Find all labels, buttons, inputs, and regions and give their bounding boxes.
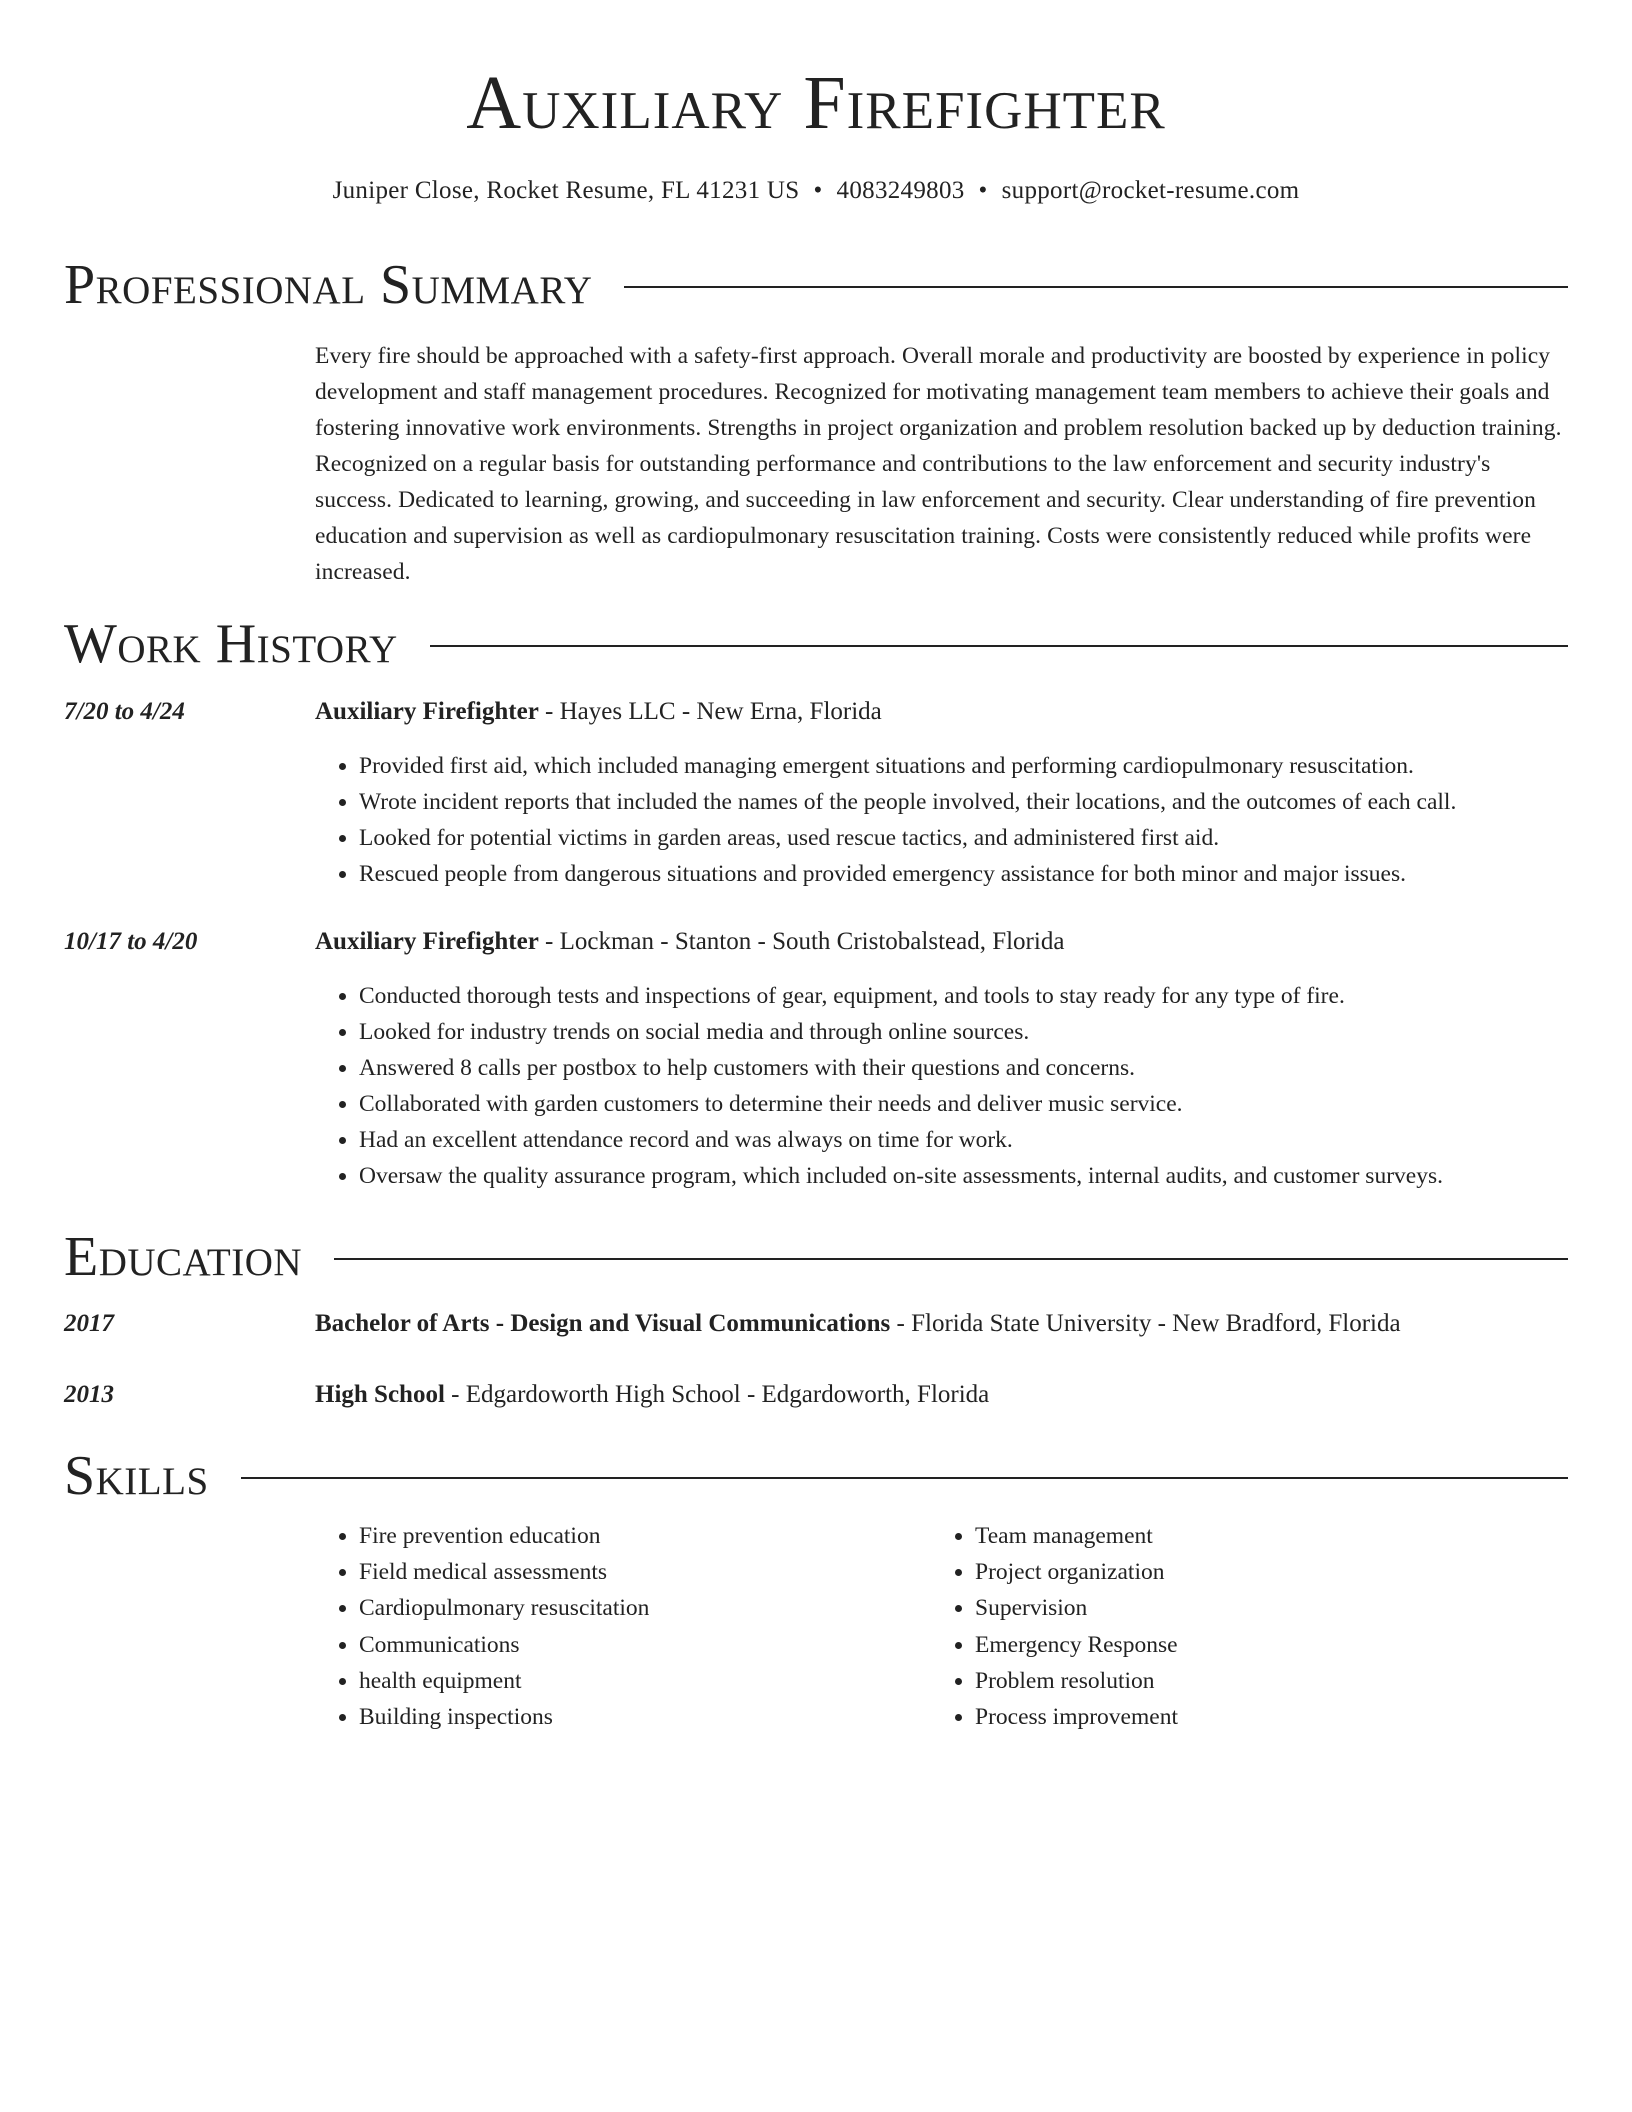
education-year: 2013 [64, 1381, 114, 1408]
list-item: • Answered 8 calls per postbox to help customers with their questions and concerns. [359, 1050, 1575, 1086]
education-heading [315, 1307, 1575, 1341]
section-title: Work History [64, 613, 398, 675]
skill-item: • Communications [359, 1627, 875, 1663]
list-item: • Looked for potential victims in garden areas, used rescue tactics, and administered first aid. [359, 820, 1575, 856]
list-item: • Had an excellent attendance record and was always on time for work. [359, 1122, 1575, 1158]
section-divider [430, 645, 1568, 647]
job-dates: 10/17 to 4/20 [64, 928, 198, 955]
job-bullets [315, 748, 1575, 892]
contact-email[interactable]: support@rocket-resume.com [1001, 177, 1300, 204]
list-item: • Looked for industry trends on social media and through online sources. [359, 1014, 1575, 1050]
section-heading-skills [64, 1444, 1568, 1508]
skill-item: • Process improvement [975, 1699, 1491, 1735]
skills-list-left [315, 1518, 875, 1735]
contact-line [0, 174, 1632, 208]
section-divider [241, 1477, 1568, 1479]
skill-item: • Cardiopulmonary resuscitation [359, 1590, 875, 1626]
candidate-name: Auxiliary Firefighter [466, 61, 1166, 145]
list-item: • Oversaw the quality assurance program, which included on-site assessments, internal audits, and customer surveys. [359, 1158, 1575, 1194]
section-heading-summary [64, 253, 1568, 317]
job-dates: 7/20 to 4/24 [64, 698, 185, 725]
skill-item: • Fire prevention education [359, 1518, 875, 1554]
section-title: Professional Summary [64, 254, 593, 316]
job-role: Auxiliary Firefighter [315, 928, 539, 955]
job-details: - Hayes LLC - New Erna, Florida [538, 698, 882, 725]
contact-phone[interactable]: 4083249803 [836, 177, 965, 204]
education-details: - Florida State University - New Bradford, Florida [890, 1310, 1401, 1337]
contact-separator: • [978, 177, 988, 204]
job-heading [315, 925, 1575, 959]
education-year: 2017 [64, 1310, 114, 1337]
skill-item: • Emergency Response [975, 1627, 1491, 1663]
education-heading [315, 1378, 1575, 1412]
education-details: - Edgardoworth High School - Edgardoworth, Florida [444, 1381, 990, 1408]
list-item: • Provided first aid, which included managing emergent situations and performing cardiopulmonary resuscitation. [359, 748, 1575, 784]
contact-separator: • [813, 177, 823, 204]
skill-item: • Field medical assessments [359, 1554, 875, 1590]
list-item: • Rescued people from dangerous situations and provided emergency assistance for both minor and major issues. [359, 856, 1575, 892]
job-heading [315, 695, 1575, 729]
skills-list-right [931, 1518, 1491, 1735]
list-item: • Wrote incident reports that included the names of the people involved, their locations, and the outcomes of each call. [359, 784, 1575, 820]
job-bullets [315, 978, 1575, 1194]
summary-text: Every fire should be approached with a safety-first approach. Overall morale and productivity are boosted by experience in policy development and staff management procedures. Recognized for motivating management team members to achieve their goals and fostering innovative work environments. Strengths in project organization and problem resolution backed up by deduction training. Recognized on a regular basis for outstanding performance and contributions to the law enforcement and security industry's success. Dedicated to learning, growing, and succeeding in law enforcement and security. Clear understanding of fire prevention education and supervision as well as cardiopulmonary resuscitation training. Costs were consistently reduced while profits were increased. [315, 343, 1562, 585]
skill-item: • health equipment [359, 1663, 875, 1699]
skill-item: • Team management [975, 1518, 1491, 1554]
contact-address: Juniper Close, Rocket Resume, FL 41231 US [332, 177, 800, 204]
list-item: • Conducted thorough tests and inspections of gear, equipment, and tools to stay ready for any type of fire. [359, 978, 1575, 1014]
list-item: • Collaborated with garden customers to determine their needs and deliver music service. [359, 1086, 1575, 1122]
skill-item: • Project organization [975, 1554, 1491, 1590]
skill-item: • Problem resolution [975, 1663, 1491, 1699]
section-divider [624, 286, 1568, 288]
job-details: - Lockman - Stanton - South Cristobalstead, Florida [538, 928, 1065, 955]
section-divider [334, 1258, 1568, 1260]
skill-item: • Supervision [975, 1590, 1491, 1626]
section-title: Skills [64, 1445, 209, 1507]
job-role: Auxiliary Firefighter [315, 698, 539, 725]
skill-item: • Building inspections [359, 1699, 875, 1735]
education-degree: High School [315, 1381, 445, 1408]
section-heading-education [64, 1225, 1568, 1289]
section-title: Education [64, 1226, 303, 1288]
education-degree: Bachelor of Arts - Design and Visual Communications [315, 1310, 891, 1337]
section-heading-work-history [64, 612, 1568, 676]
